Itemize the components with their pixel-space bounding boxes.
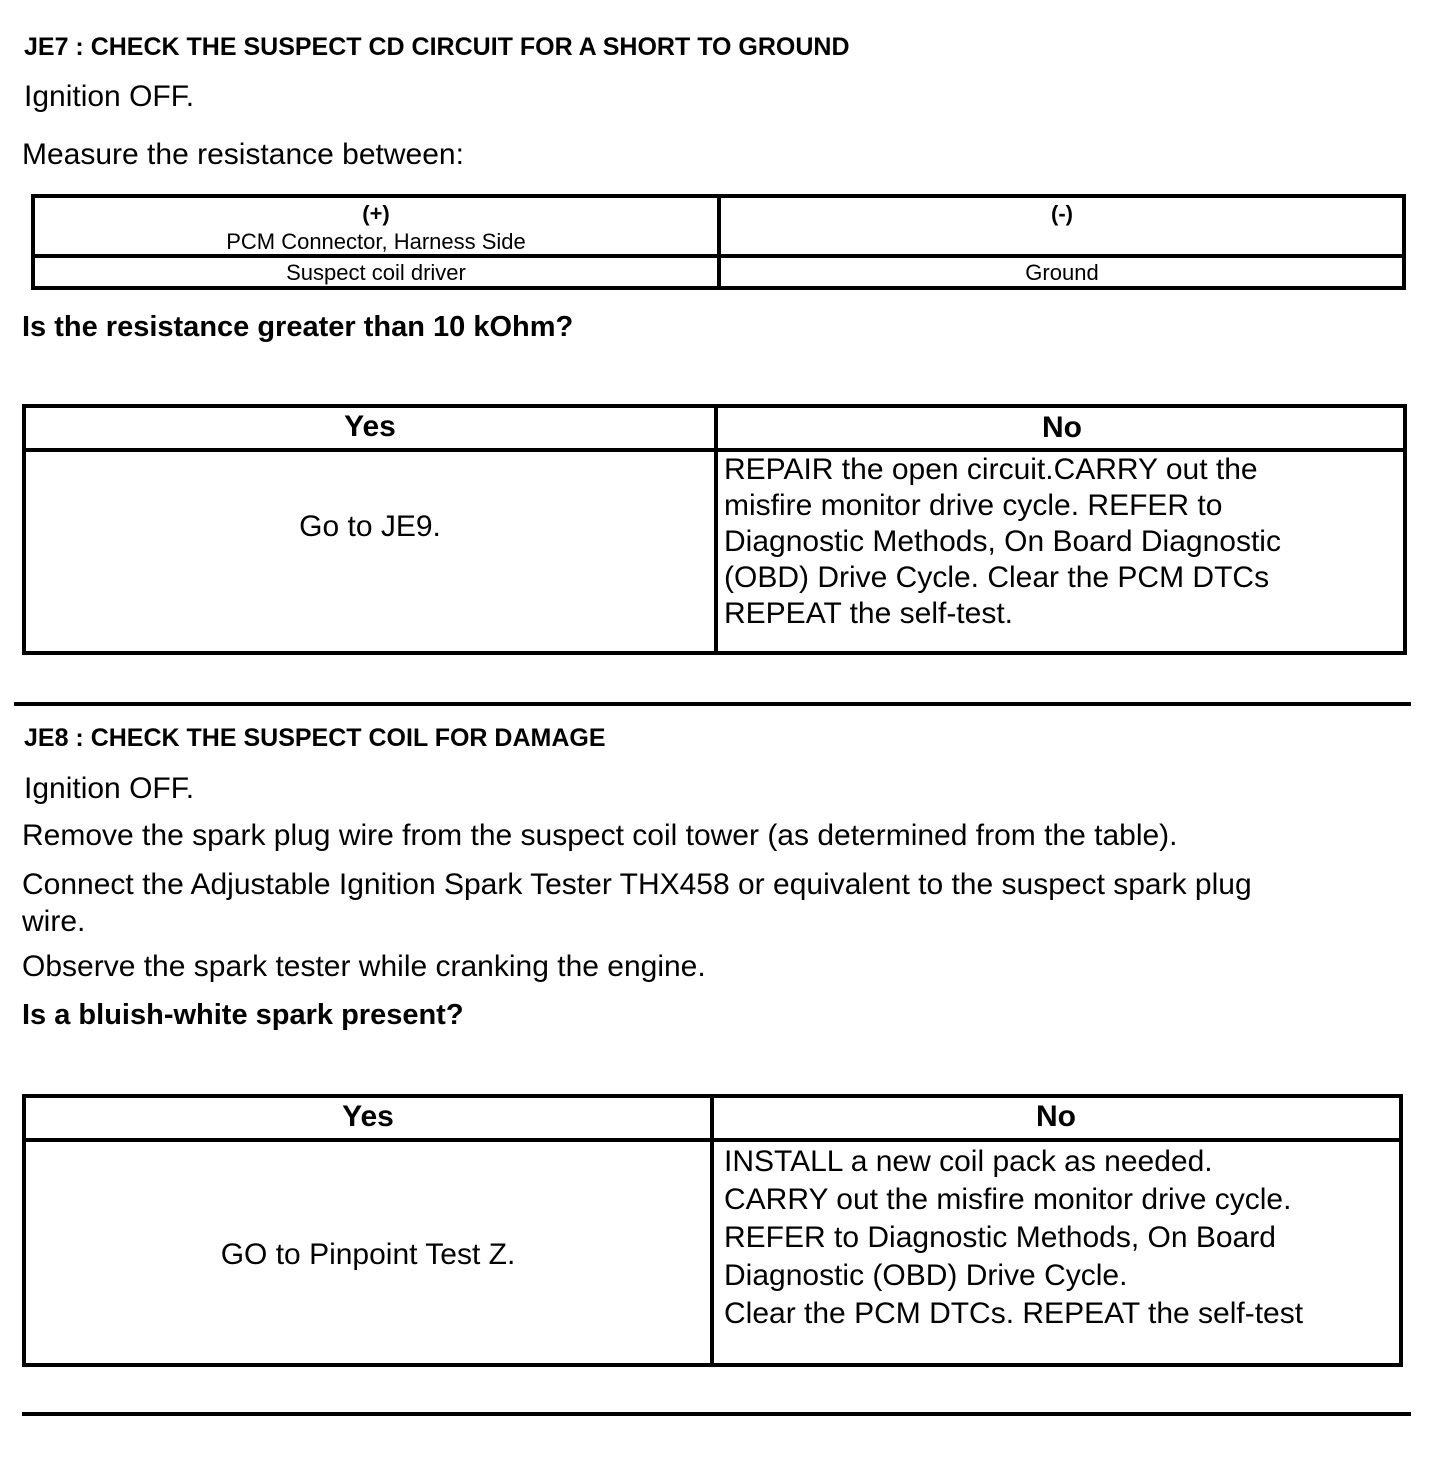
text-line: Diagnostic Methods, On Board Diagnostic [724,525,1281,558]
je7-step-2: Measure the resistance between: [22,138,464,171]
measure-header-positive [35,200,717,256]
je8-step-4: Observe the spark tester while cranking the engine. [22,950,706,983]
measure-table [31,194,1406,290]
no-action [724,1143,1303,1333]
text-line: (OBD) Drive Cycle. Clear the PCM DTCs [724,561,1270,594]
text-line: REPEAT the self-test. [724,597,1013,630]
je8-answer-table [22,1094,1403,1367]
measure-cell-negative: Ground [1025,260,1099,285]
section-divider [22,1412,1411,1416]
je7-answer-table [22,404,1407,655]
positive-label: (+) [362,201,390,226]
text-line: Diagnostic (OBD) Drive Cycle. [724,1259,1128,1292]
yes-header: Yes [342,1100,394,1133]
je8-question: Is a bluish-white spark present? [22,999,464,1031]
text-line: REFER to Diagnostic Methods, On Board [724,1221,1276,1254]
yes-header: Yes [344,410,396,443]
je8-step-2: Remove the spark plug wire from the suspect coil tower (as determined from the table). [22,819,1178,852]
je8-step-1: Ignition OFF. [24,772,195,805]
text-line: Clear the PCM DTCs. REPEAT the self-test [724,1297,1304,1330]
measure-cell-positive: Suspect coil driver [286,260,466,285]
positive-location: PCM Connector, Harness Side [226,229,526,254]
je8-step-3: Connect the Adjustable Ignition Spark Tester THX458 or equivalent to the suspect spark plug [22,868,1252,901]
je8-step-3-cont: wire. [22,905,86,938]
text-line: misfire monitor drive cycle. REFER to [724,489,1223,522]
text-line: INSTALL a new coil pack as needed. [724,1145,1213,1178]
text-line: CARRY out the misfire monitor drive cycle. [724,1183,1292,1216]
je7-title: JE7 : CHECK THE SUSPECT CD CIRCUIT FOR A SHORT TO GROUND [24,33,850,61]
measure-header-negative [721,200,1403,228]
yes-action: GO to Pinpoint Test Z. [220,1238,516,1271]
je8-title: JE8 : CHECK THE SUSPECT COIL FOR DAMAGE [24,724,606,752]
je7-question: Is the resistance greater than 10 kOhm? [22,311,574,343]
no-header: No [1042,411,1082,444]
no-header: No [1036,1100,1076,1133]
yes-action: Go to JE9. [299,510,441,543]
section-divider [14,702,1411,706]
negative-label: (-) [1051,201,1073,226]
text-line: REPAIR the open circuit.CARRY out the [724,453,1258,486]
no-action [724,452,1281,632]
je7-step-1: Ignition OFF. [24,80,195,113]
